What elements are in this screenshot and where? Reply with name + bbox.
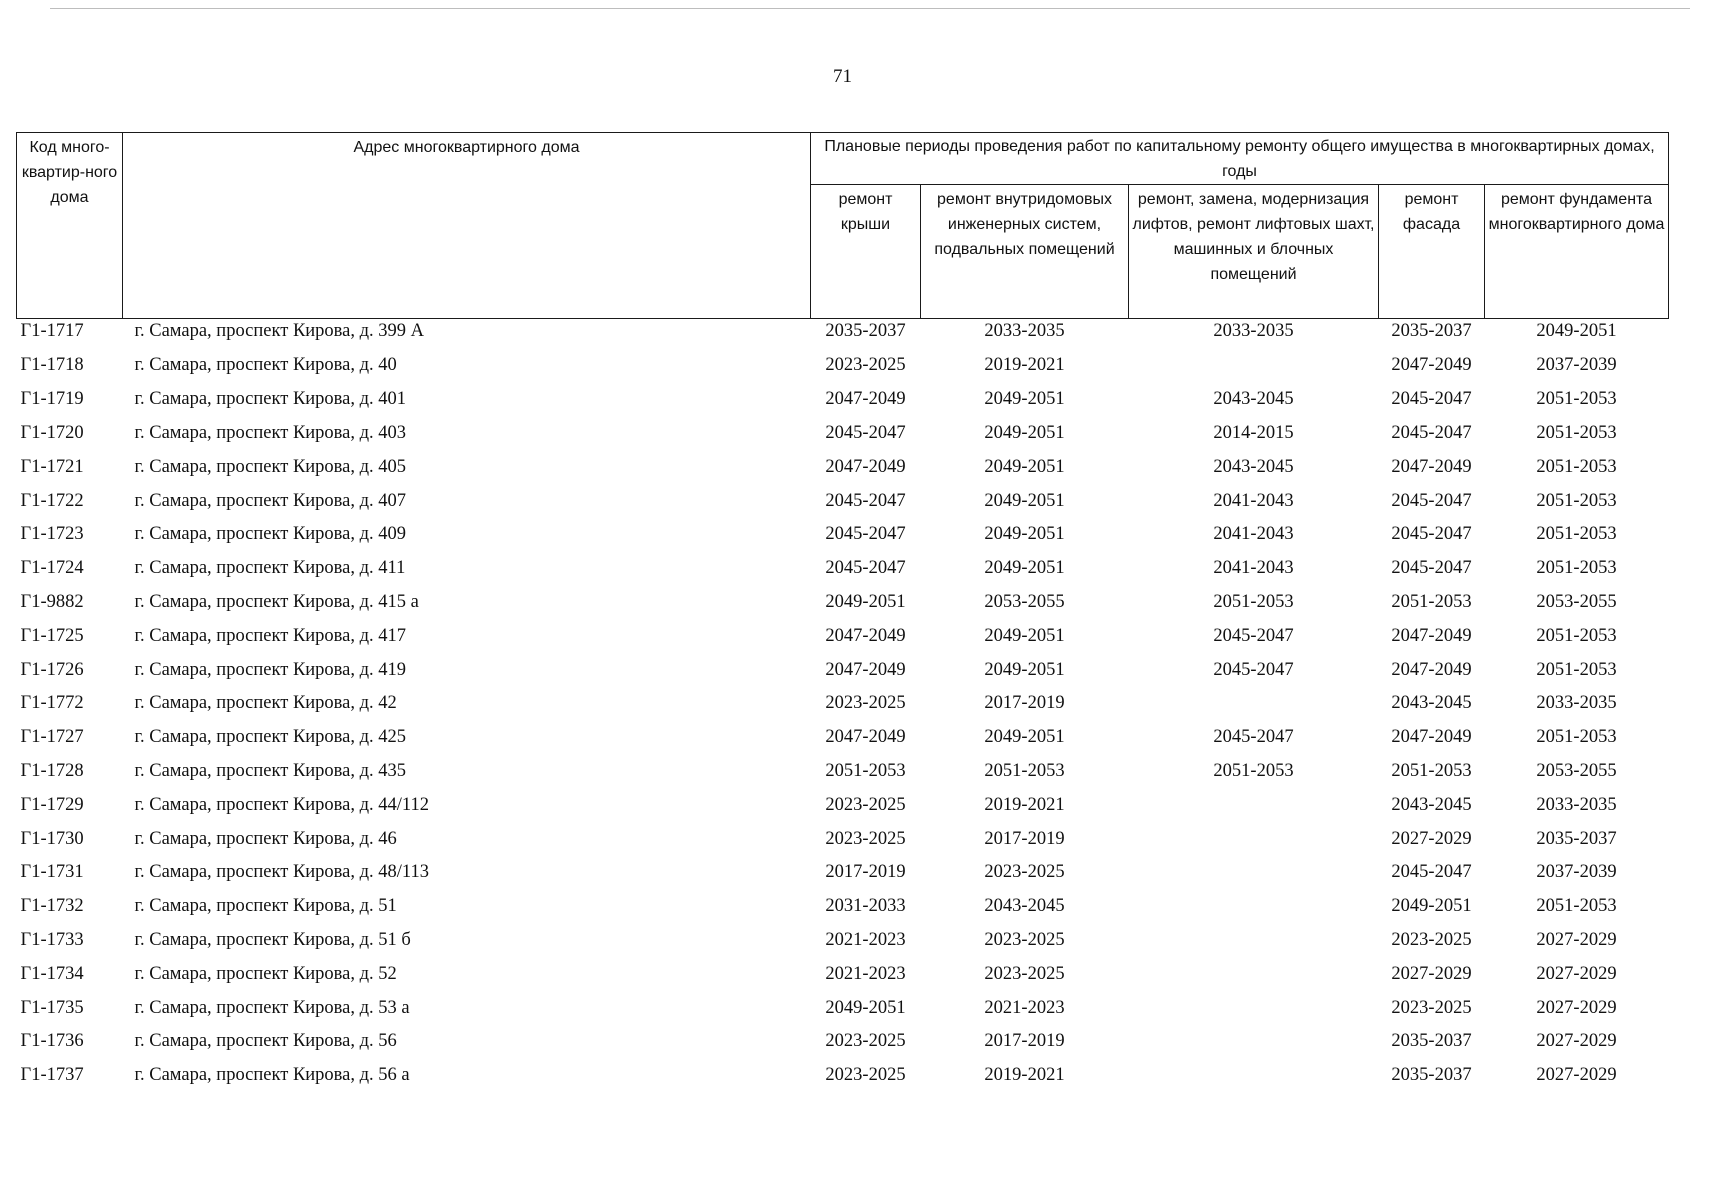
cell-code: Г1-1719 [20, 389, 84, 410]
table-row [17, 586, 1669, 620]
cell-engineering: 2017-2019 [984, 1031, 1065, 1052]
cell-address: г. Самара, проспект Кирова, д. 415 а [134, 591, 419, 612]
cell-roof: 2045-2047 [825, 524, 906, 545]
cell-elevators: 2014-2015 [1213, 422, 1294, 443]
cell-foundation: 2053-2055 [1536, 591, 1617, 612]
cell-engineering: 2019-2021 [984, 794, 1065, 815]
table-row [17, 957, 1669, 991]
cell-address: г. Самара, проспект Кирова, д. 435 [134, 760, 407, 781]
cell-engineering: 2051-2053 [984, 760, 1065, 781]
cell-address: г. Самара, проспект Кирова, д. 405 [134, 456, 407, 477]
cell-address: г. Самара, проспект Кирова, д. 56 а [134, 1065, 410, 1086]
cell-elevators [1129, 788, 1379, 822]
cell-facade: 2047-2049 [1391, 456, 1472, 477]
cell-roof: 2031-2033 [825, 896, 906, 917]
cell-roof: 2023-2025 [825, 828, 906, 849]
cell-roof: 2023-2025 [825, 355, 906, 376]
table-row [17, 1059, 1669, 1093]
cell-roof: 2023-2025 [825, 1065, 906, 1086]
cell-address: г. Самара, проспект Кирова, д. 51 [134, 896, 397, 917]
table-row [17, 788, 1669, 822]
cell-foundation: 2037-2039 [1536, 355, 1617, 376]
table-row [17, 518, 1669, 552]
header-foundation: ремонт фундамента многоквартирного дома [1485, 185, 1669, 319]
table-row [17, 687, 1669, 721]
header-elevators: ремонт, замена, модернизация лифтов, ремонт лифтовых шахт, машинных и блочных помещений [1129, 185, 1379, 319]
capital-repair-table [16, 132, 1669, 1093]
cell-code: Г1-1718 [20, 355, 84, 376]
cell-engineering: 2019-2021 [984, 355, 1065, 376]
cell-foundation: 2033-2035 [1536, 794, 1617, 815]
cell-foundation: 2027-2029 [1536, 997, 1617, 1018]
cell-roof: 2047-2049 [825, 727, 906, 748]
cell-engineering: 2049-2051 [984, 524, 1065, 545]
cell-code: Г1-1772 [20, 693, 84, 714]
cell-foundation: 2049-2051 [1536, 321, 1617, 341]
cell-code: Г1-1735 [20, 997, 84, 1018]
cell-engineering: 2049-2051 [984, 422, 1065, 443]
cell-roof: 2047-2049 [825, 659, 906, 680]
cell-code: Г1-1736 [20, 1031, 84, 1052]
cell-engineering: 2049-2051 [984, 456, 1065, 477]
cell-address: г. Самара, проспект Кирова, д. 42 [134, 693, 397, 714]
cell-address: г. Самара, проспект Кирова, д. 56 [134, 1031, 397, 1052]
cell-facade: 2047-2049 [1391, 625, 1472, 646]
cell-code: Г1-1723 [20, 524, 84, 545]
cell-code: Г1-1720 [20, 422, 84, 443]
table-row [17, 755, 1669, 789]
cell-facade: 2047-2049 [1391, 727, 1472, 748]
cell-code: Г1-1727 [20, 727, 84, 748]
cell-facade: 2035-2037 [1391, 1031, 1472, 1052]
cell-engineering: 2017-2019 [984, 828, 1065, 849]
cell-facade: 2045-2047 [1391, 422, 1472, 443]
cell-facade: 2023-2025 [1391, 997, 1472, 1018]
cell-elevators [1129, 1025, 1379, 1059]
cell-elevators: 2045-2047 [1213, 727, 1294, 748]
cell-engineering: 2043-2045 [984, 896, 1065, 917]
cell-roof: 2047-2049 [825, 625, 906, 646]
cell-foundation: 2033-2035 [1536, 693, 1617, 714]
cell-address: г. Самара, проспект Кирова, д. 51 б [134, 929, 411, 950]
cell-address: г. Самара, проспект Кирова, д. 52 [134, 963, 397, 984]
cell-facade: 2043-2045 [1391, 794, 1472, 815]
header-roof: ремонт крыши [811, 185, 921, 319]
cell-engineering: 2053-2055 [984, 591, 1065, 612]
cell-facade: 2035-2037 [1391, 321, 1472, 341]
cell-elevators [1129, 822, 1379, 856]
table-row [17, 653, 1669, 687]
cell-engineering: 2023-2025 [984, 963, 1065, 984]
cell-roof: 2021-2023 [825, 963, 906, 984]
cell-code: Г1-9882 [20, 591, 84, 612]
cell-engineering: 2019-2021 [984, 1065, 1065, 1086]
cell-engineering: 2023-2025 [984, 862, 1065, 883]
cell-facade: 2051-2053 [1391, 591, 1472, 612]
cell-code: Г1-1737 [20, 1065, 84, 1086]
table-row [17, 349, 1669, 383]
cell-foundation: 2027-2029 [1536, 1031, 1617, 1052]
cell-foundation: 2051-2053 [1536, 896, 1617, 917]
cell-engineering: 2017-2019 [984, 693, 1065, 714]
cell-foundation: 2027-2029 [1536, 1065, 1617, 1086]
cell-address: г. Самара, проспект Кирова, д. 419 [134, 659, 407, 680]
cell-foundation: 2051-2053 [1536, 659, 1617, 680]
cell-elevators: 2041-2043 [1213, 558, 1294, 579]
cell-elevators: 2033-2035 [1213, 321, 1294, 341]
cell-elevators [1129, 957, 1379, 991]
cell-code: Г1-1731 [20, 862, 84, 883]
cell-engineering: 2049-2051 [984, 727, 1065, 748]
cell-roof: 2035-2037 [825, 321, 906, 341]
cell-facade: 2027-2029 [1391, 828, 1472, 849]
cell-foundation: 2051-2053 [1536, 456, 1617, 477]
cell-roof: 2049-2051 [825, 591, 906, 612]
table-row [17, 619, 1669, 653]
table-row [17, 822, 1669, 856]
cell-foundation: 2035-2037 [1536, 828, 1617, 849]
table-row [17, 484, 1669, 518]
table-row [17, 552, 1669, 586]
cell-engineering: 2021-2023 [984, 997, 1065, 1018]
table-row [17, 721, 1669, 755]
cell-foundation: 2037-2039 [1536, 862, 1617, 883]
cell-address: г. Самара, проспект Кирова, д. 411 [134, 558, 406, 579]
cell-roof: 2021-2023 [825, 929, 906, 950]
cell-facade: 2047-2049 [1391, 659, 1472, 680]
cell-elevators [1129, 924, 1379, 958]
cell-foundation: 2051-2053 [1536, 625, 1617, 646]
cell-code: Г1-1717 [20, 321, 84, 341]
cell-address: г. Самара, проспект Кирова, д. 417 [134, 625, 407, 646]
cell-facade: 2043-2045 [1391, 693, 1472, 714]
cell-facade: 2023-2025 [1391, 929, 1472, 950]
cell-roof: 2049-2051 [825, 997, 906, 1018]
cell-roof: 2045-2047 [825, 558, 906, 579]
table-row [17, 319, 1669, 350]
cell-address: г. Самара, проспект Кирова, д. 399 А [134, 321, 425, 341]
cell-foundation: 2051-2053 [1536, 727, 1617, 748]
cell-engineering: 2049-2051 [984, 558, 1065, 579]
table-row [17, 856, 1669, 890]
cell-facade: 2035-2037 [1391, 1065, 1472, 1086]
cell-code: Г1-1721 [20, 456, 84, 477]
cell-roof: 2045-2047 [825, 422, 906, 443]
cell-elevators [1129, 856, 1379, 890]
cell-roof: 2023-2025 [825, 1031, 906, 1052]
cell-facade: 2051-2053 [1391, 760, 1472, 781]
cell-code: Г1-1726 [20, 659, 84, 680]
cell-address: г. Самара, проспект Кирова, д. 48/113 [134, 862, 430, 883]
header-code: Код много-квартир-ного дома [17, 133, 123, 319]
cell-code: Г1-1730 [20, 828, 84, 849]
cell-code: Г1-1729 [20, 794, 84, 815]
cell-elevators: 2043-2045 [1213, 389, 1294, 410]
cell-elevators: 2051-2053 [1213, 591, 1294, 612]
cell-elevators: 2045-2047 [1213, 659, 1294, 680]
cell-roof: 2023-2025 [825, 693, 906, 714]
cell-facade: 2045-2047 [1391, 524, 1472, 545]
table-row [17, 450, 1669, 484]
cell-elevators [1129, 1059, 1379, 1093]
table-body [17, 319, 1669, 1093]
cell-roof: 2051-2053 [825, 760, 906, 781]
cell-address: г. Самара, проспект Кирова, д. 401 [134, 389, 407, 410]
cell-elevators [1129, 991, 1379, 1025]
cell-code: Г1-1724 [20, 558, 84, 579]
cell-code: Г1-1722 [20, 490, 84, 511]
cell-roof: 2017-2019 [825, 862, 906, 883]
cell-elevators [1129, 349, 1379, 383]
cell-engineering: 2049-2051 [984, 625, 1065, 646]
cell-engineering: 2033-2035 [984, 321, 1065, 341]
cell-engineering: 2049-2051 [984, 659, 1065, 680]
cell-address: г. Самара, проспект Кирова, д. 425 [134, 727, 407, 748]
cell-foundation: 2053-2055 [1536, 760, 1617, 781]
cell-code: Г1-1725 [20, 625, 84, 646]
cell-facade: 2027-2029 [1391, 963, 1472, 984]
cell-roof: 2047-2049 [825, 456, 906, 477]
header-address: Адрес многоквартирного дома [123, 133, 811, 319]
cell-foundation: 2051-2053 [1536, 558, 1617, 579]
cell-address: г. Самара, проспект Кирова, д. 403 [134, 422, 407, 443]
scan-edge-line [50, 8, 1690, 9]
table-header [17, 133, 1669, 319]
cell-roof: 2023-2025 [825, 794, 906, 815]
cell-facade: 2045-2047 [1391, 490, 1472, 511]
cell-foundation: 2027-2029 [1536, 929, 1617, 950]
cell-facade: 2045-2047 [1391, 862, 1472, 883]
cell-foundation: 2051-2053 [1536, 389, 1617, 410]
cell-elevators [1129, 890, 1379, 924]
cell-facade: 2045-2047 [1391, 389, 1472, 410]
cell-code: Г1-1732 [20, 896, 84, 917]
cell-roof: 2045-2047 [825, 490, 906, 511]
cell-elevators: 2051-2053 [1213, 760, 1294, 781]
page-number: 71 [833, 66, 852, 87]
cell-foundation: 2051-2053 [1536, 422, 1617, 443]
table-row [17, 1025, 1669, 1059]
cell-engineering: 2049-2051 [984, 490, 1065, 511]
table-row [17, 890, 1669, 924]
cell-roof: 2047-2049 [825, 389, 906, 410]
cell-foundation: 2051-2053 [1536, 490, 1617, 511]
table-row [17, 417, 1669, 451]
cell-address: г. Самара, проспект Кирова, д. 46 [134, 828, 397, 849]
header-facade: ремонт фасада [1379, 185, 1485, 319]
cell-code: Г1-1728 [20, 760, 84, 781]
cell-foundation: 2051-2053 [1536, 524, 1617, 545]
cell-engineering: 2023-2025 [984, 929, 1065, 950]
table-row [17, 991, 1669, 1025]
cell-elevators: 2045-2047 [1213, 625, 1294, 646]
table-row [17, 383, 1669, 417]
cell-engineering: 2049-2051 [984, 389, 1065, 410]
cell-facade: 2045-2047 [1391, 558, 1472, 579]
header-periods-group: Плановые периоды проведения работ по капитальному ремонту общего имущества в многоквартирных домах, годы [811, 133, 1669, 185]
cell-elevators: 2041-2043 [1213, 490, 1294, 511]
cell-address: г. Самара, проспект Кирова, д. 407 [134, 490, 407, 511]
cell-facade: 2049-2051 [1391, 896, 1472, 917]
cell-elevators: 2043-2045 [1213, 456, 1294, 477]
cell-address: г. Самара, проспект Кирова, д. 53 а [134, 997, 410, 1018]
cell-facade: 2047-2049 [1391, 355, 1472, 376]
cell-elevators [1129, 687, 1379, 721]
cell-address: г. Самара, проспект Кирова, д. 409 [134, 524, 407, 545]
cell-elevators: 2041-2043 [1213, 524, 1294, 545]
cell-address: г. Самара, проспект Кирова, д. 40 [134, 355, 397, 376]
cell-code: Г1-1734 [20, 963, 84, 984]
cell-code: Г1-1733 [20, 929, 84, 950]
header-engineering: ремонт внутридомовых инженерных систем, подвальных помещений [921, 185, 1129, 319]
table-row [17, 924, 1669, 958]
cell-foundation: 2027-2029 [1536, 963, 1617, 984]
cell-address: г. Самара, проспект Кирова, д. 44/112 [134, 794, 430, 815]
